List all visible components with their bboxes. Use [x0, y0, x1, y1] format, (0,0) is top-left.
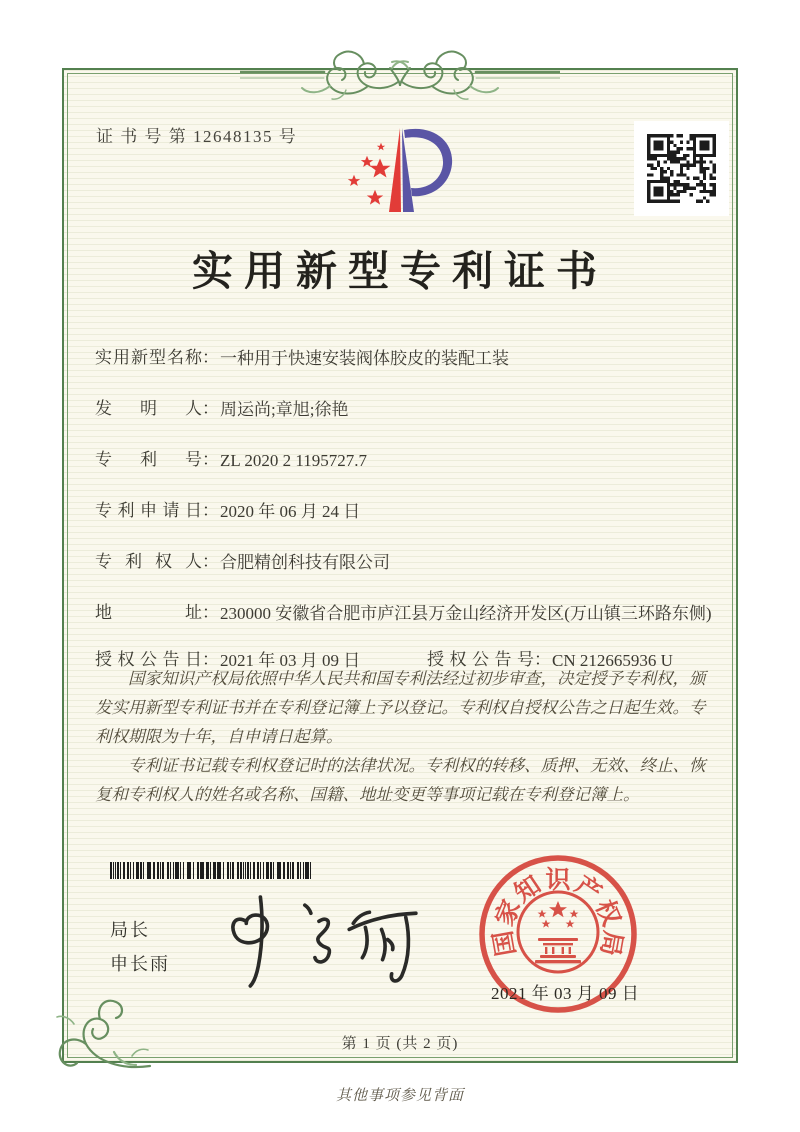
- field-row-address: 地址 ： 230000 安徽省合肥市庐江县万金山经济开发区(万山镇三环路东侧): [95, 601, 720, 627]
- field-label: 专利申请日: [95, 501, 202, 520]
- page-number: 第 1 页 (共 2 页): [341, 1036, 459, 1052]
- seal-char: 产: [569, 871, 606, 908]
- certificate-fields: [95, 346, 720, 699]
- filing-date: 2020 年 06 月 24 日: [220, 502, 361, 521]
- utility-model-name: 一种用于快速安装阀体胶皮的装配工装: [220, 349, 509, 368]
- commissioner-title: 局长: [110, 920, 150, 940]
- seal-char: 局: [595, 928, 627, 958]
- barcode: [110, 862, 312, 879]
- seal-char: 家: [491, 896, 527, 930]
- legal-paragraph-1: 国家知识产权局依照中华人民共和国专利法经过初步审查，决定授予专利权，颁发实用新型专利证书并在专利登记簿上予以登记。专利权自授权公告之日起生效。专利权期限为十年，自申请日起算。: [95, 669, 706, 746]
- field-label: 专利权人: [95, 552, 202, 571]
- field-label: 授权公告号: [427, 650, 534, 669]
- legal-paragraph-2: 专利证书记载专利权登记时的法律状况。专利权的转移、质押、无效、终止、恢复和专利权人的姓名或名称、国籍、地址变更等事项记载在专利登记簿上。: [95, 756, 706, 804]
- page-title: 实用新型专利证书: [192, 248, 608, 294]
- field-row-grant: 授权公告日 ： 2021 年 03 月 09 日 授权公告号 ： CN 212665936 U: [95, 648, 720, 674]
- national-emblem: [518, 892, 598, 972]
- field-label: 发明人: [95, 399, 202, 418]
- patentee-name: 合肥精创科技有限公司: [220, 553, 390, 572]
- grant-date: 2021 年 03 月 09 日: [220, 651, 361, 670]
- grant-publication-number: CN 212665936 U: [552, 651, 673, 670]
- certificate-number: 证 书 号 第 12648135 号: [96, 127, 298, 146]
- field-label: 实用新型名称: [95, 348, 202, 367]
- seal-char: 权: [589, 896, 625, 930]
- qr-code: [634, 121, 729, 216]
- logo-stars: [348, 143, 391, 205]
- field-row-name: 实用新型名称 ： 一种用于快速安装阀体胶皮的装配工装: [95, 346, 720, 372]
- seal-char: 知: [510, 871, 547, 908]
- seal-date: 2021 年 03 月 09 日: [491, 984, 640, 1003]
- cnipa-logo: [334, 110, 484, 230]
- legal-text: [95, 664, 715, 809]
- field-label: 地址: [95, 603, 202, 622]
- logo-p-bowl: [404, 129, 452, 196]
- inventor-names: 周运尚;章旭;徐艳: [220, 400, 349, 419]
- field-row-patentee: 专利权人 ： 合肥精创科技有限公司: [95, 550, 720, 576]
- seal-char: 国: [489, 928, 521, 958]
- patentee-address: 230000 安徽省合肥市庐江县万金山经济开发区(万山镇三环路东侧): [220, 604, 712, 623]
- seal-char: 识: [545, 867, 571, 894]
- field-label: 授权公告日: [95, 650, 202, 669]
- top-border-ornament: [240, 44, 560, 104]
- field-row-patent-no: 专利号 ： ZL 2020 2 1195727.7: [95, 448, 720, 474]
- commissioner-signature: [218, 886, 430, 994]
- logo-wedge-blue: [402, 128, 414, 212]
- commissioner-name: 申长雨: [110, 954, 170, 974]
- logo-wedge-red: [389, 128, 401, 212]
- field-row-filing-date: 专利申请日 ： 2020 年 06 月 24 日: [95, 499, 720, 525]
- field-label: 专利号: [95, 450, 202, 469]
- back-side-note: 其他事项参见背面: [335, 1088, 464, 1104]
- field-row-inventor: 发明人 ： 周运尚;章旭;徐艳: [95, 397, 720, 423]
- patent-number: ZL 2020 2 1195727.7: [220, 451, 368, 470]
